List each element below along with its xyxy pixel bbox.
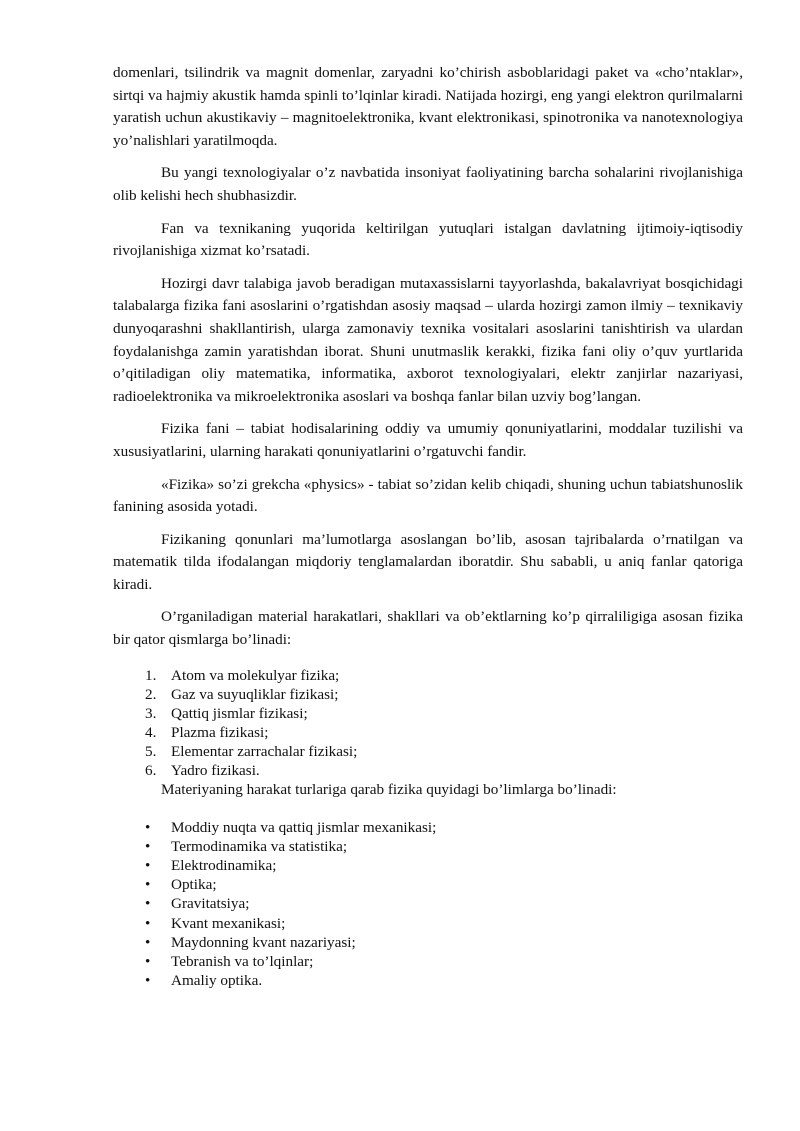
list-item-text: Optika; bbox=[171, 876, 217, 894]
list-item-text: Gaz va suyuqliklar fizikasi; bbox=[171, 685, 339, 703]
paragraph: «Fizika» so’zi grekcha «physics» - tabiat so’zidan kelib chiqadi, shuning uchun tabiatshunoslik fanining asosida yotadi. bbox=[113, 475, 743, 516]
list-item-text: Tebranish va to’lqinlar; bbox=[171, 953, 314, 971]
paragraph: Bu yangi texnologiyalar o’z navbatida insoniyat faoliyatining barcha sohalarini rivojlanishiga olib kelishi hech shubhasizdir. bbox=[113, 164, 743, 204]
list-number: 5. bbox=[145, 742, 157, 760]
document-page bbox=[113, 62, 743, 990]
list-item bbox=[113, 856, 743, 875]
bullet-list bbox=[113, 818, 743, 991]
list-item-text: Termodinamika va statistika; bbox=[171, 837, 348, 855]
bullet-icon: • bbox=[145, 876, 151, 894]
list-item-text: Moddiy nuqta va qattiq jismlar mexanikasi; bbox=[171, 818, 437, 836]
numbered-list bbox=[113, 666, 743, 780]
list-item-text: Atom va molekulyar fizika; bbox=[171, 666, 340, 684]
paragraph: Hozirgi davr talabiga javob beradigan mutaxassislarni tayyorlashda, bakalavriyat bosqichidagi talabalarga fizika fani asoslarini o’rgatishdan asosiy maqsad – ularda hozirgi zamon ilmiy – texnikaviy dunyoqarashni shakllantirish, ularga zamonaviy texnika vositalari asoslarini tanishtirish va ulardan foydalanishga zamin yaratishdan iborat. Shuni unutmaslik kerakki, fizika fani oliy o’quv yurtlarida o’qitiladigan oliy matematika, informatika, axborot texnologiyalari, elektr zanjirlar nazariyasi, radioelektronika va mikroelektronika asoslari va boshqa fanlar bilan uzviy bog’langan. bbox=[113, 274, 743, 405]
paragraph: Fizika fani – tabiat hodisalarining oddiy va umumiy qonuniyatlarini, moddalar tuzilishi va xususiyatlarini, ularning harakati qonuniyatlarini o’rgatuvchi fandir. bbox=[113, 420, 743, 460]
paragraph: domenlari, tsilindrik va magnit domenlar, zaryadni ko’chirish asboblaridagi paket va «cho’ntaklar», sirtqi va hajmiy akustik hamda spinli to’lqinlar kiradi. Natijada hozirgi, eng yangi elektron qurilmalarni yaratish uchun akustikaviy – magnitoelektronika, kvant elektronikasi, spinotronika va nanotexnologiya yo’nalishlari yaratilmoqda. bbox=[113, 64, 743, 149]
list-item bbox=[113, 818, 743, 837]
list-item-text: Qattiq jismlar fizikasi; bbox=[171, 704, 308, 722]
list-item-text: Amaliy optika. bbox=[171, 972, 263, 990]
list-number: 2. bbox=[145, 685, 157, 703]
list-item-text: Gravitatsiya; bbox=[171, 895, 250, 913]
list-item bbox=[113, 971, 743, 990]
bullet-icon: • bbox=[145, 933, 151, 951]
list-item bbox=[113, 723, 743, 742]
list-number: 1. bbox=[145, 666, 157, 684]
list-item bbox=[113, 742, 743, 761]
list-number: 3. bbox=[145, 704, 157, 722]
list-number: 4. bbox=[145, 723, 157, 741]
list-item-text: Yadro fizikasi. bbox=[171, 761, 260, 779]
bullet-icon: • bbox=[145, 857, 151, 875]
bullet-icon: • bbox=[145, 953, 151, 971]
list-item-text: Elektrodinamika; bbox=[171, 857, 277, 875]
list-item bbox=[113, 894, 743, 913]
bullet-icon: • bbox=[145, 818, 151, 836]
bullet-icon: • bbox=[145, 972, 151, 990]
list-item bbox=[113, 933, 743, 952]
list-item bbox=[113, 666, 743, 685]
list-item bbox=[113, 761, 743, 780]
list-number: 6. bbox=[145, 761, 157, 779]
list-item bbox=[113, 704, 743, 723]
list-item bbox=[113, 952, 743, 971]
list-item bbox=[113, 914, 743, 933]
bullet-icon: • bbox=[145, 914, 151, 932]
list-item bbox=[113, 875, 743, 894]
bullet-icon: • bbox=[145, 895, 151, 913]
bullet-icon: • bbox=[145, 837, 151, 855]
list-item bbox=[113, 837, 743, 856]
paragraph: Fizikaning qonunlari ma’lumotlarga asoslangan bo’lib, asosan tajribalarda o’rnatilgan va matematik tilda ifodalangan miqdoriy tenglamalardan iboratdir. Shu sababli, u aniq fanlar qatoriga kiradi. bbox=[113, 530, 743, 593]
list-item-text: Maydonning kvant nazariyasi; bbox=[171, 933, 356, 951]
list-intro-text: Materiyaning harakat turlariga qarab fizika quyidagi bo’limlarga bo’linadi: bbox=[161, 780, 617, 798]
list-item-text: Kvant mexanikasi; bbox=[171, 914, 286, 932]
paragraph: O’rganiladigan material harakatlari, shakllari va ob’ektlarning ko’p qirraliligiga asosan fizika bir qator qismlarga bo’linadi: bbox=[113, 608, 743, 649]
list-item bbox=[113, 685, 743, 704]
list-item-text: Plazma fizikasi; bbox=[171, 723, 269, 741]
paragraph: Fan va texnikaning yuqorida keltirilgan yutuqlari istalgan davlatning ijtimoiy-iqtisodiy rivojlanishiga xizmat ko’rsatadi. bbox=[113, 219, 743, 260]
list-item-text: Elementar zarrachalar fizikasi; bbox=[171, 742, 358, 760]
